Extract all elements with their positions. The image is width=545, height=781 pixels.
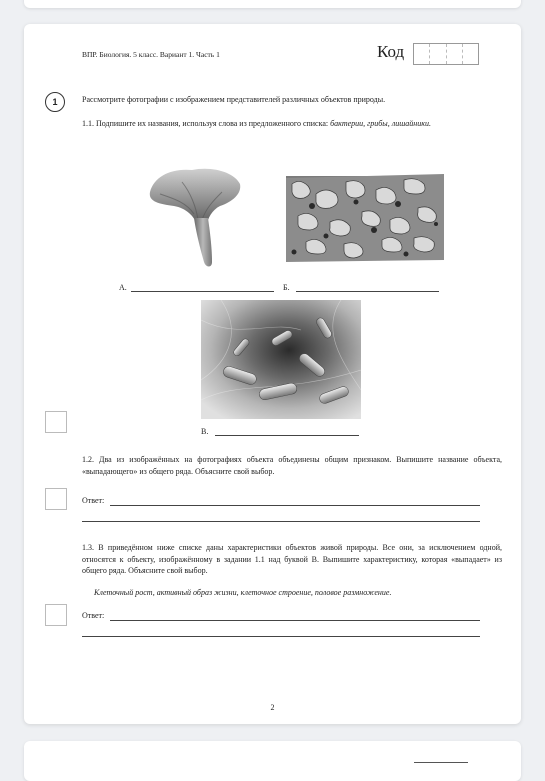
score-box-1-2[interactable] (45, 488, 67, 510)
bacteria-micrograph-photo (201, 300, 361, 419)
code-label: Код (377, 42, 405, 61)
answer-line-1-2b[interactable] (82, 521, 480, 522)
next-page-edge (24, 741, 521, 781)
photo-a-mushroom (142, 162, 246, 270)
answer-line-v[interactable] (215, 435, 359, 436)
photo-b-lichen (286, 164, 444, 270)
task-1-1 (82, 118, 502, 130)
task-1-3: 1.3. В приведённом ниже списке даны характеристики объектов живой природы. Все они, за исключением одной, относятся к объекту, изображённому в задании 1.1 над буквой В. Выпишите характеристику, которая «выпадает» из общего ряда. Объясните свой выбор. (82, 543, 502, 575)
answer-line-1-3a[interactable] (110, 620, 480, 621)
answer-line-b[interactable] (296, 291, 439, 292)
answer-line-1-3b[interactable] (82, 636, 480, 637)
page-header: ВПР. Биология. 5 класс. Вариант 1. Часть 1 (82, 50, 220, 59)
label-b: Б. (283, 283, 290, 292)
task-1-1-text: 1.1. Подпишите их названия, используя слова из предложенного списка: (82, 119, 331, 128)
question-intro: Рассмотрите фотографии с изображением представителей различных объектов природы. (82, 95, 386, 104)
page-number: 2 (270, 703, 275, 712)
task-1-1-words: бактерии, грибы, лишайники. (330, 119, 431, 128)
photo-v-bacteria (201, 300, 361, 419)
question-number: 1 (45, 92, 65, 112)
chanterelle-mushroom-photo (142, 162, 246, 270)
previous-page-edge (24, 0, 521, 8)
score-box-1-1[interactable] (45, 411, 67, 433)
answer-label-2: Ответ: (82, 611, 105, 620)
code-entry-boxes[interactable] (413, 43, 479, 65)
label-v: В. (201, 427, 209, 436)
characteristics-list: Клеточный рост, активный образ жизни, клеточное строение, половое размножение. (94, 588, 392, 597)
score-box-1-3[interactable] (45, 604, 67, 626)
label-a: А. (119, 283, 127, 292)
answer-line-a[interactable] (131, 291, 274, 292)
task-1-2: 1.2. Два из изображённых на фотографиях объекта объединены общим признаком. Выпишите название объекта, «выпадающего» из общего ряда. Объясните свой выбор. (82, 455, 502, 476)
answer-line-1-2a[interactable] (110, 505, 480, 506)
answer-label-1: Ответ: (82, 496, 105, 505)
worksheet-page (24, 24, 521, 724)
lichen-on-bark-photo (286, 164, 444, 270)
